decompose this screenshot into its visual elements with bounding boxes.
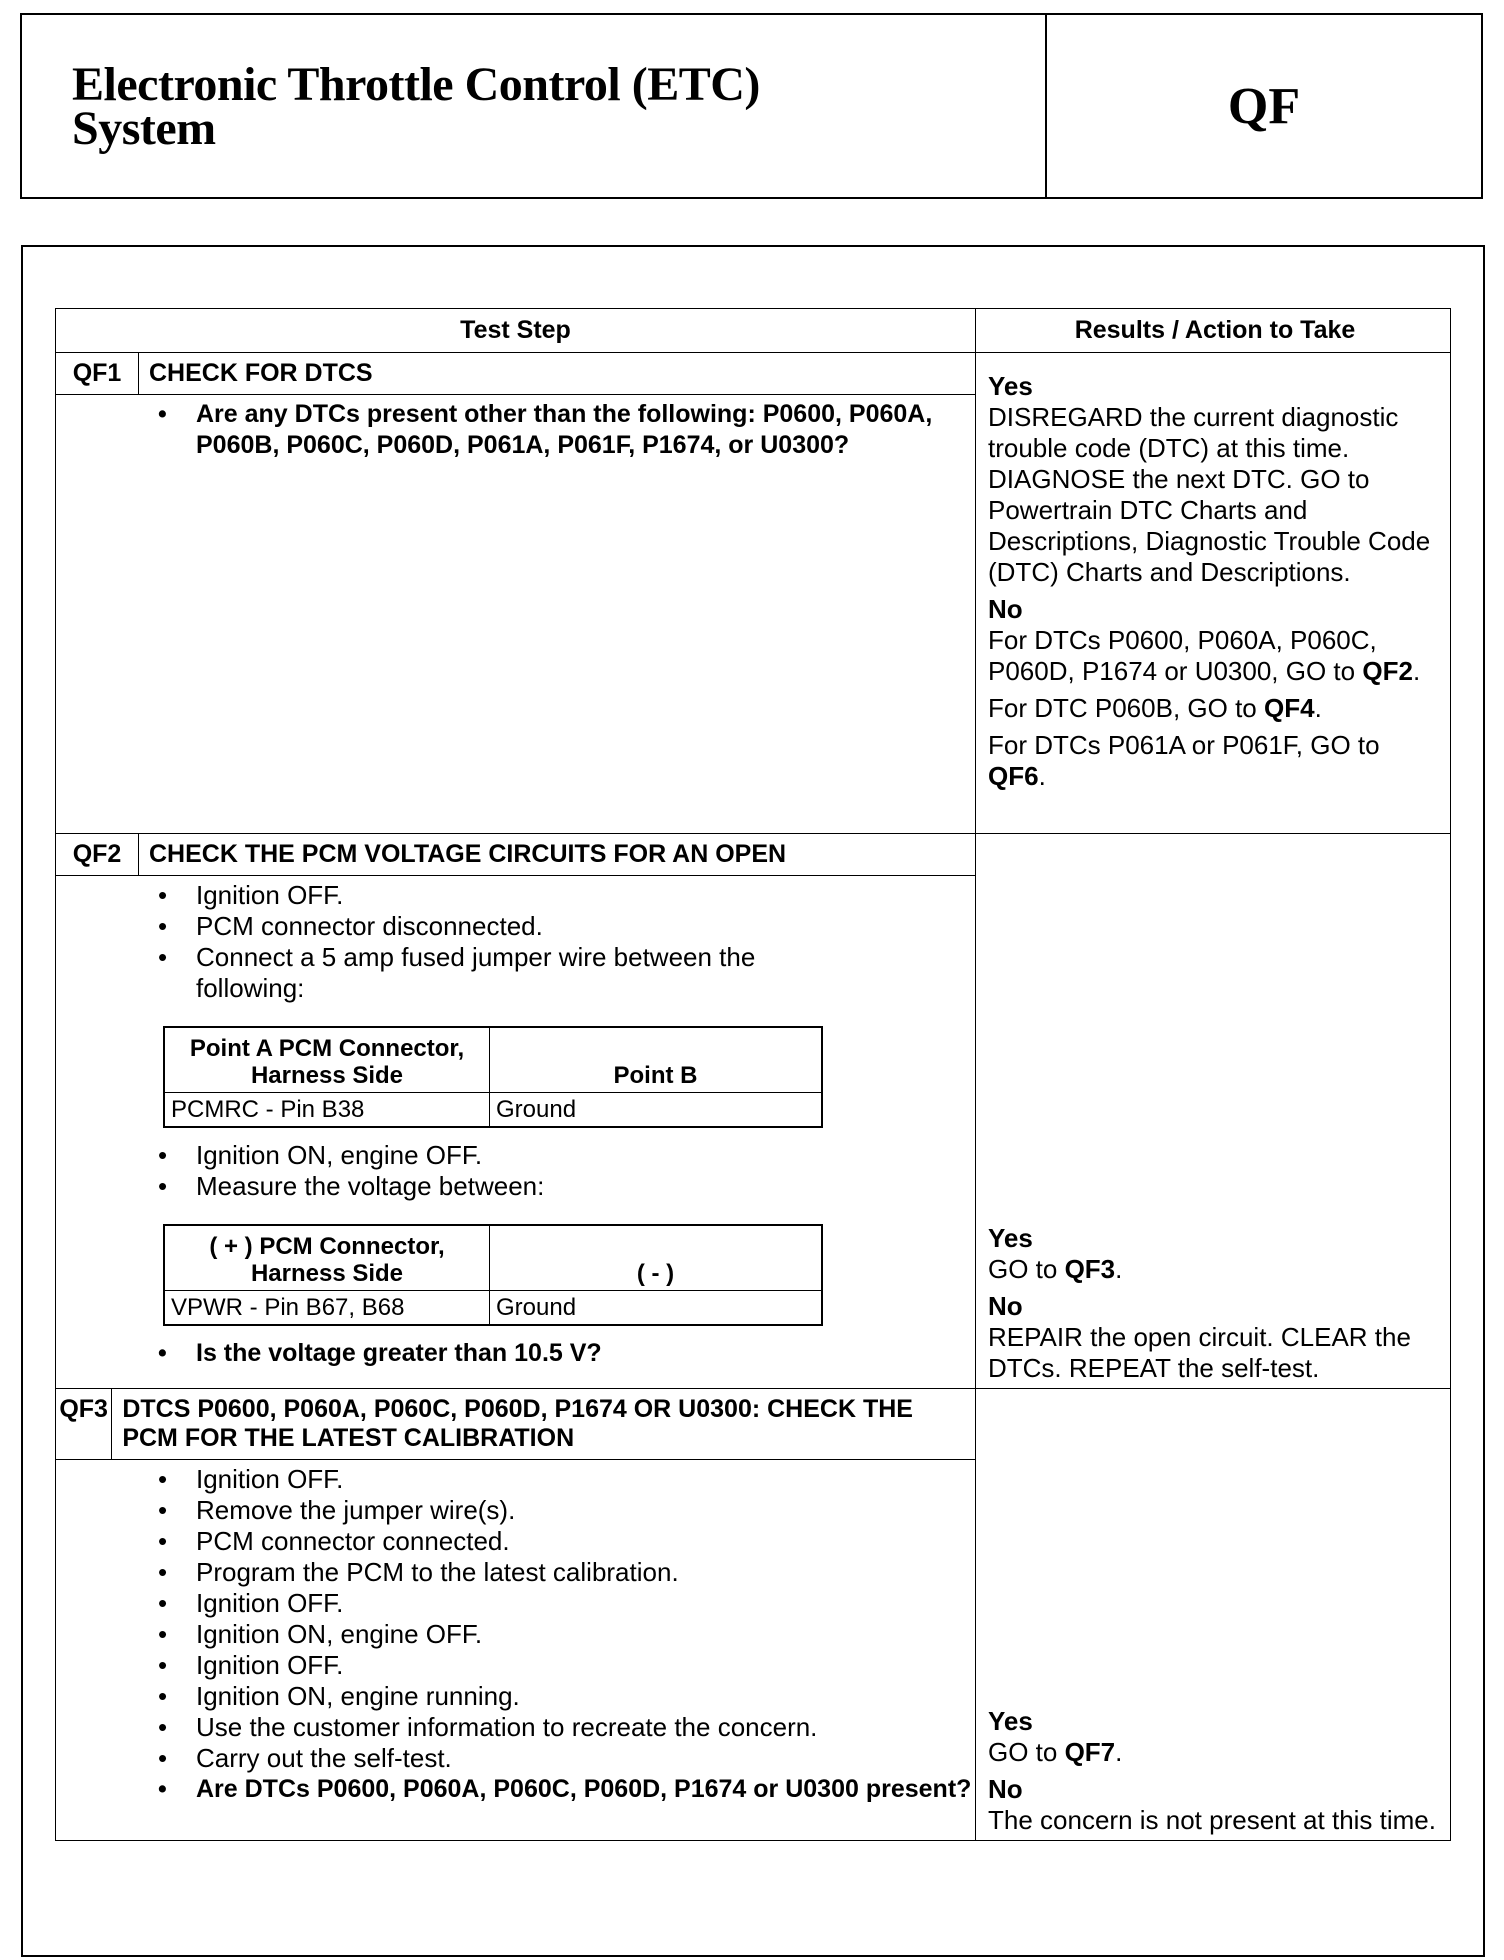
step-instruction: • Ignition OFF. xyxy=(56,880,975,911)
step-row-qf1 xyxy=(56,353,1450,834)
no-label: No xyxy=(988,594,1023,624)
step-instruction: • Remove the jumper wire(s). xyxy=(56,1495,975,1526)
period: . xyxy=(1314,693,1322,723)
table-cell: VPWR - Pin B67, B68 xyxy=(164,1291,490,1326)
step-instruction: • Ignition ON, engine OFF. xyxy=(56,1140,975,1171)
step-row-qf3 xyxy=(56,1389,1450,1840)
step-instruction: • Ignition ON, engine running. xyxy=(56,1681,975,1712)
no-text: The concern is not present at this time. xyxy=(988,1805,1436,1835)
jumper-table xyxy=(163,1026,823,1128)
no-text: For DTCs P0600, P060A, P060C, P060D, P1674 or U0300, GO to xyxy=(988,625,1377,686)
yes-label: Yes xyxy=(988,1223,1033,1253)
period: . xyxy=(1115,1737,1123,1767)
no-text: For DTCs P061A or P061F, GO to xyxy=(988,730,1380,760)
col-header: ( + ) PCM Connector, Harness Side xyxy=(164,1225,490,1291)
step-title: DTCS P0600, P060A, P060C, P060D, P1674 OR U0300: CHECK THE PCM FOR THE LATEST CALIBRATION xyxy=(122,1395,913,1452)
step-row-qf2 xyxy=(56,834,1450,1389)
period: . xyxy=(1412,656,1421,686)
step-instruction: • Carry out the self-test. xyxy=(56,1743,975,1774)
table-cell: Ground xyxy=(490,1291,823,1326)
step-instruction: • Ignition OFF. xyxy=(56,1464,975,1495)
col-header: ( - ) xyxy=(490,1225,823,1291)
step-instruction: • Ignition ON, engine OFF. xyxy=(56,1619,975,1650)
step-title-row xyxy=(56,353,975,395)
table-cell: Ground xyxy=(490,1093,823,1128)
step-instruction: • Use the customer information to recreate the concern. xyxy=(56,1712,975,1743)
col-header-test-step: Test Step xyxy=(56,309,976,352)
page-header xyxy=(20,13,1483,199)
no-text: For DTC P060B, GO to xyxy=(988,693,1264,723)
yes-text: DISREGARD the current diagnostic trouble code (DTC) at this time. DIAGNOSE the next DTC. GO to Powertrain DTC Charts and Descriptions, Diagnostic Trouble Code (DTC) Charts and Descriptions. xyxy=(988,402,1431,587)
step-question: • Is the voltage greater than 10.5 V? xyxy=(56,1338,975,1369)
step-instruction: • Connect a 5 amp fused jumper wire between the following: xyxy=(56,942,975,1004)
step-question: • Are DTCs P0600, P060A, P060C, P060D, P1674 or U0300 present? xyxy=(56,1774,975,1805)
col-header: Point A PCM Connector, Harness Side xyxy=(164,1027,490,1093)
title-line-1: Electronic Throttle Control (ETC) xyxy=(72,58,760,111)
step-link-qf4[interactable]: QF4 xyxy=(1263,693,1315,723)
step-number: QF2 xyxy=(56,834,139,875)
no-label: No xyxy=(988,1774,1023,1804)
step-instruction: • Ignition OFF. xyxy=(56,1650,975,1681)
step-instruction: • Program the PCM to the latest calibration. xyxy=(56,1557,975,1588)
no-text: REPAIR the open circuit. CLEAR the DTCs. REPEAT the self-test. xyxy=(988,1322,1411,1383)
yes-text: GO to xyxy=(988,1737,1065,1767)
step-link-qf6[interactable]: QF6 xyxy=(988,761,1039,791)
voltage-table xyxy=(163,1224,823,1326)
yes-text: GO to xyxy=(988,1254,1065,1284)
step-results xyxy=(976,1389,1450,1840)
page-title xyxy=(22,15,1047,197)
step-instruction: • Measure the voltage between: xyxy=(56,1171,975,1202)
step-title: CHECK FOR DTCS xyxy=(149,359,373,387)
table-header-row xyxy=(56,309,1450,353)
step-link-qf2[interactable]: QF2 xyxy=(1362,656,1413,686)
step-instruction: • PCM connector connected. xyxy=(56,1526,975,1557)
step-question: • Are any DTCs present other than the following: P0600, P060A, P060B, P060C, P060D, P061A, P061F, P1674, or U0300? xyxy=(56,399,975,461)
section-code: QF xyxy=(1227,77,1301,135)
col-header: Point B xyxy=(490,1027,823,1093)
step-link-qf7[interactable]: QF7 xyxy=(1064,1737,1116,1767)
step-title-row xyxy=(56,834,975,876)
step-title: CHECK THE PCM VOLTAGE CIRCUITS FOR AN OPEN xyxy=(149,840,787,868)
yes-label: Yes xyxy=(988,371,1033,401)
step-number: QF1 xyxy=(56,353,139,394)
step-number: QF3 xyxy=(56,1389,112,1459)
step-instruction: • PCM connector disconnected. xyxy=(56,911,975,942)
step-instruction: • Ignition OFF. xyxy=(56,1588,975,1619)
table-cell: PCMRC - Pin B38 xyxy=(164,1093,490,1128)
yes-label: Yes xyxy=(988,1706,1033,1736)
no-label: No xyxy=(988,1291,1023,1321)
step-results xyxy=(976,353,1450,833)
step-results xyxy=(976,834,1450,1388)
period: . xyxy=(1038,761,1046,791)
diagnostic-table xyxy=(55,308,1451,1841)
title-line-2: System xyxy=(72,102,216,155)
step-link-qf3[interactable]: QF3 xyxy=(1064,1254,1116,1284)
step-title-row xyxy=(56,1389,975,1460)
period: . xyxy=(1115,1254,1123,1284)
col-header-results: Results / Action to Take xyxy=(1074,316,1356,344)
